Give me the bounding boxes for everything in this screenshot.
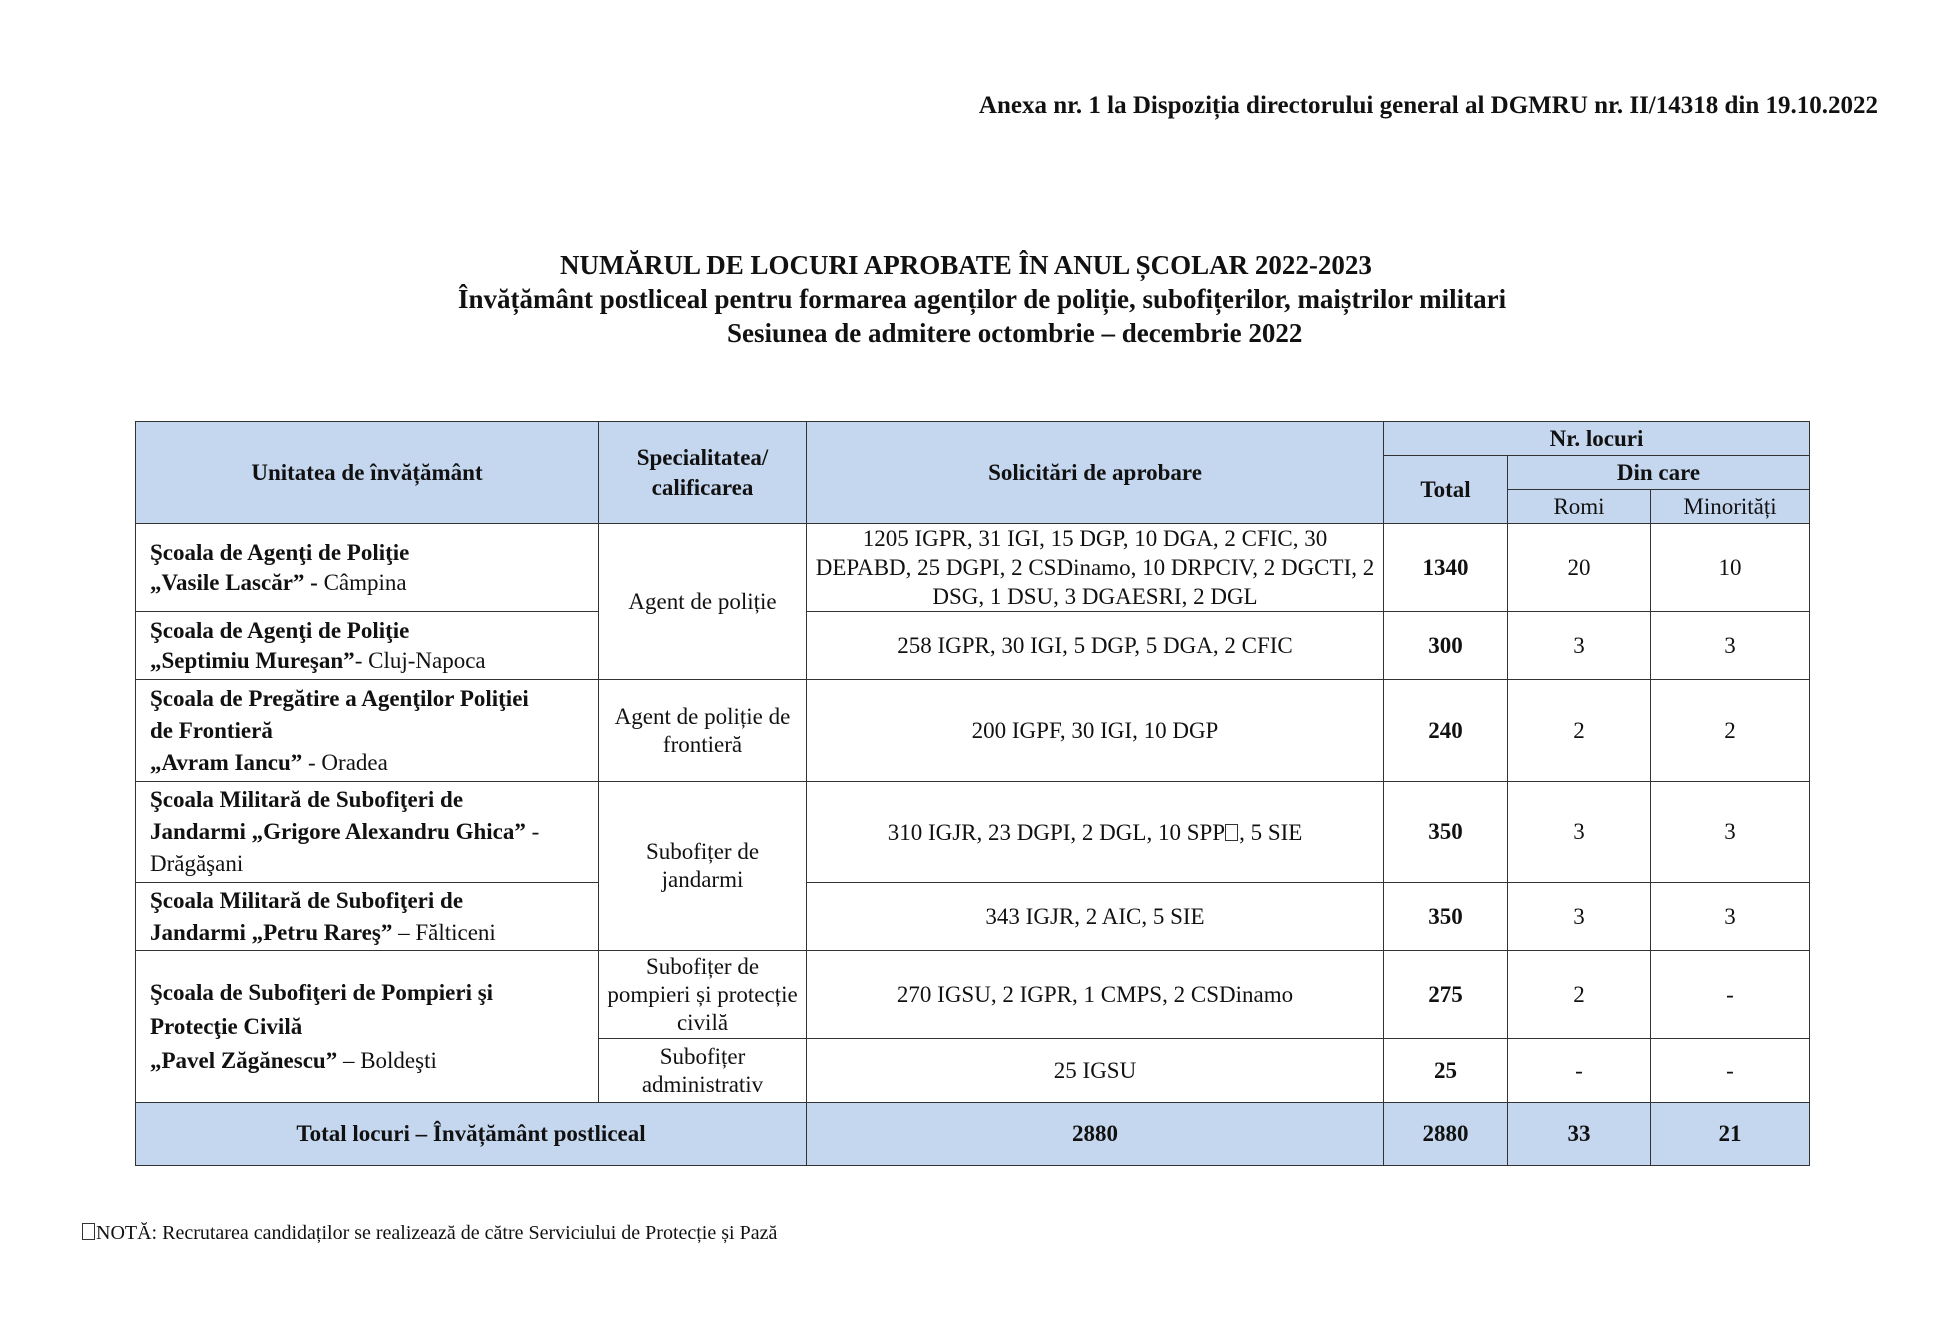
roma-cell: 3	[1508, 782, 1651, 883]
requests-cell: 343 IGJR, 2 AIC, 5 SIE	[807, 883, 1384, 951]
requests-cell: 270 IGSU, 2 IGPR, 1 CMPS, 2 CSDinamo	[807, 951, 1384, 1039]
header-requests: Solicitări de aprobare	[807, 422, 1384, 524]
unit-cell: Şcoala de Agenţi de Poliţie „Vasile Lascăr” - Câmpina	[136, 524, 599, 612]
minorities-cell: -	[1651, 1039, 1810, 1103]
footnote-marker-icon	[1225, 824, 1238, 841]
places-table	[135, 421, 1810, 1166]
total-cell: 275	[1384, 951, 1508, 1039]
unit-cell: Şcoala Militară de Subofiţeri de Jandarmi „Grigore Alexandru Ghica” - Drăgăşani	[136, 782, 599, 883]
unit-cell: Şcoala de Agenţi de Poliţie „Septimiu Mureşan”- Cluj-Napoca	[136, 612, 599, 680]
minorities-cell: 10	[1651, 524, 1810, 612]
total-cell: 240	[1384, 680, 1508, 782]
title-line-3: Sesiunea de admitere octombrie – decembrie 2022	[727, 318, 1303, 348]
table-row	[136, 883, 1810, 951]
table-row	[136, 951, 1810, 1039]
totals-label: Total locuri – Învățământ postliceal	[136, 1103, 807, 1166]
totals-requests: 2880	[807, 1103, 1384, 1166]
requests-cell: 1205 IGPR, 31 IGI, 15 DGP, 10 DGA, 2 CFIC, 30 DEPABD, 25 DGPI, 2 CSDinamo, 10 DRPCIV, 2 DGCTI, 2 DSG, 1 DSU, 3 DGAESRI, 2 DGL	[807, 524, 1384, 612]
header-specialty: Specialitatea/ calificarea	[599, 422, 807, 524]
total-cell: 300	[1384, 612, 1508, 680]
footnote-text: NOTĂ: Recrutarea candidaților se realizează de către Serviciului de Protecție și Pază	[96, 1222, 778, 1244]
header-minorities: Minorități	[1651, 490, 1810, 524]
header-roma: Romi	[1508, 490, 1651, 524]
specialty-cell: Agent de poliție de frontieră	[599, 680, 807, 782]
minorities-cell: -	[1651, 951, 1810, 1039]
title-line-2: Învățământ postliceal pentru formarea agenților de poliție, subofițerilor, maiștrilor militari	[458, 284, 1507, 314]
totals-total: 2880	[1384, 1103, 1508, 1166]
totals-roma: 33	[1508, 1103, 1651, 1166]
total-cell: 350	[1384, 883, 1508, 951]
roma-cell: 2	[1508, 951, 1651, 1039]
total-cell: 350	[1384, 782, 1508, 883]
header-places: Nr. locuri	[1384, 422, 1810, 456]
roma-cell: 3	[1508, 883, 1651, 951]
annex-reference: Anexa nr. 1 la Dispoziția directorului general al DGMRU nr. II/14318 din 19.10.2022	[978, 92, 1878, 119]
table-row	[136, 524, 1810, 612]
specialty-cell: Subofițer de jandarmi	[599, 782, 807, 951]
footnote-marker-icon	[82, 1223, 95, 1240]
requests-cell: 310 IGJR, 23 DGPI, 2 DGL, 10 SPP , 5 SIE	[807, 782, 1384, 883]
specialty-cell: Subofițer administrativ	[599, 1039, 807, 1103]
requests-cell: 200 IGPF, 30 IGI, 10 DGP	[807, 680, 1384, 782]
table-row	[136, 680, 1810, 782]
roma-cell: -	[1508, 1039, 1651, 1103]
unit-cell: Şcoala de Pregătire a Agenţilor Poliţiei de Frontieră „Avram Iancu” - Oradea	[136, 680, 599, 782]
total-cell: 25	[1384, 1039, 1508, 1103]
minorities-cell: 3	[1651, 883, 1810, 951]
header-unit: Unitatea de învățământ	[136, 422, 599, 524]
unit-cell: Şcoala Militară de Subofiţeri de Jandarmi „Petru Rareş” – Fălticeni	[136, 883, 599, 951]
roma-cell: 20	[1508, 524, 1651, 612]
specialty-cell: Subofițer de pompieri și protecție civilă	[599, 951, 807, 1039]
header-total: Total	[1384, 456, 1508, 524]
requests-cell: 258 IGPR, 30 IGI, 5 DGP, 5 DGA, 2 CFIC	[807, 612, 1384, 680]
totals-row	[136, 1103, 1810, 1166]
document-title	[0, 248, 1950, 350]
table-row	[136, 782, 1810, 883]
table-row	[136, 612, 1810, 680]
specialty-cell: Agent de poliție	[599, 524, 807, 680]
title-line-1: NUMĂRUL DE LOCURI APROBATE ÎN ANUL ȘCOLAR 2022-2023	[560, 250, 1372, 280]
roma-cell: 3	[1508, 612, 1651, 680]
minorities-cell: 3	[1651, 612, 1810, 680]
footnote	[82, 1222, 777, 1245]
header-of-which: Din care	[1508, 456, 1810, 490]
roma-cell: 2	[1508, 680, 1651, 782]
totals-minorities: 21	[1651, 1103, 1810, 1166]
unit-cell: Şcoala de Subofiţeri de Pompieri şi Protecţie Civilă „Pavel Zăgănescu” – Boldeşti	[136, 951, 599, 1103]
requests-cell: 25 IGSU	[807, 1039, 1384, 1103]
total-cell: 1340	[1384, 524, 1508, 612]
minorities-cell: 3	[1651, 782, 1810, 883]
minorities-cell: 2	[1651, 680, 1810, 782]
